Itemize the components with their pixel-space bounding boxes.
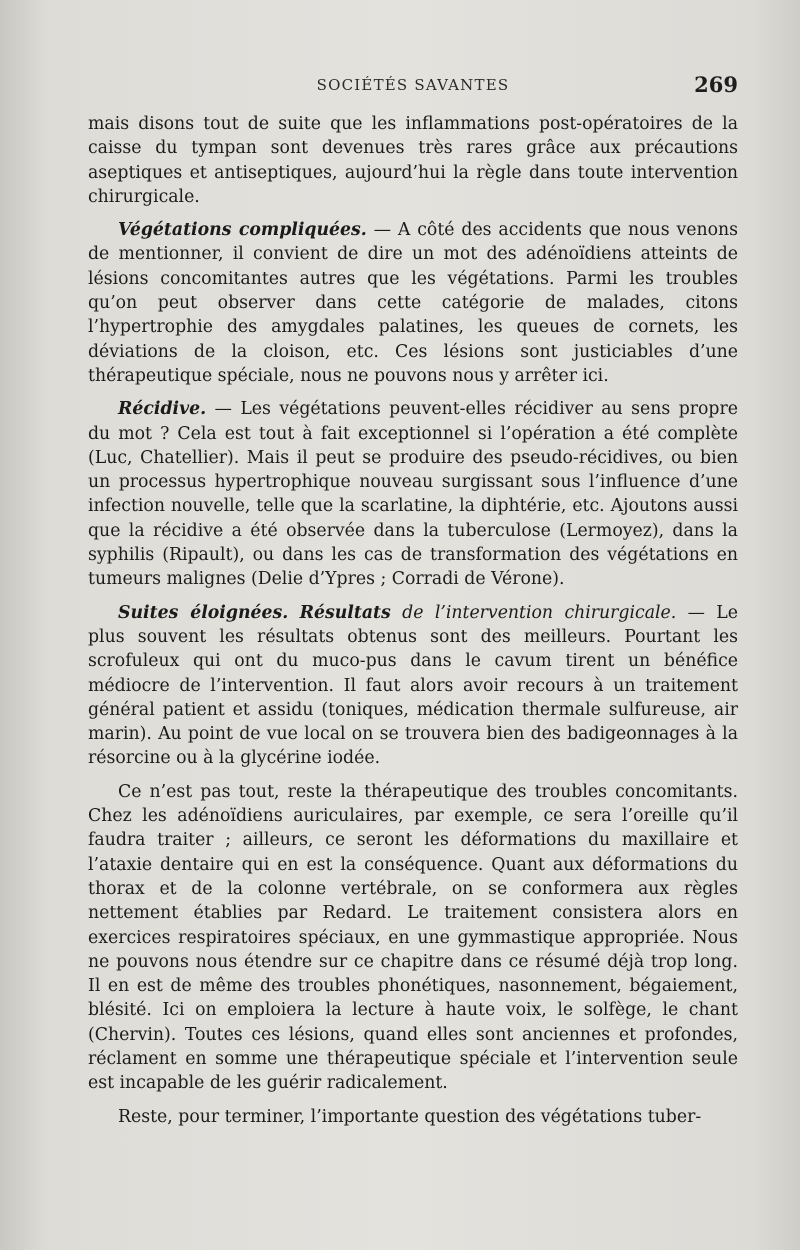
paragraph-continuation xyxy=(88,112,738,209)
paragraph-vegetations-tuberculeuses xyxy=(88,1105,738,1129)
page-number: 269 xyxy=(694,72,738,97)
section-heading-suites-eloignees: Suites éloignées. xyxy=(118,602,289,623)
body-text xyxy=(88,112,738,1138)
paragraph-text: Ce n’est pas tout, reste la thérapeutique des troubles concomitants. Chez les adénoïdiens auriculaires, par exemple, ce sera l’oreille qu’il faudra traiter ; ailleurs, ce seront les déformations du maxillaire et l’ataxie dentaire qui en est la conséquence. Quant aux déformations du thorax et de la colonne vertébrale, on se conformera aux règles nettement établies par Redard. Le traitement consistera alors en exercices respiratoires spéciaux, en une gymmastique appropriée. Nous ne pouvons nous étendre sur ce chapitre dans ce résumé déjà trop long. Il en est de même des troubles phonétiques, nasonnement, bégaiement, blésité. Ici on emploiera la lecture à haute voix, le solfège, le chant (Chervin). Toutes ces lésions, quand elles sont anciennes et profondes, réclament en somme une thérapeutique spéciale et l’intervention seule est incapable de les guérir radicalement. xyxy=(88,781,738,1094)
section-heading-recidive: Récidive. xyxy=(118,399,207,420)
page-header xyxy=(88,72,738,98)
paragraph-text: Reste, pour terminer, l’importante question des végétations tuber- xyxy=(118,1106,702,1127)
paragraph-text: mais disons tout de suite que les inflammations post-opératoires de la caisse du tympan sont devenues très rares grâce aux précautions aseptiques et antiseptiques, aujourd’hui la règle dans toute intervention chirurgicale. xyxy=(88,114,738,207)
section-heading-resultats: Résultats xyxy=(299,602,391,623)
paragraph-suites-eloignees xyxy=(88,601,738,771)
section-heading-vegetations-compliquees: Végétations compliquées. xyxy=(118,220,367,241)
paragraph-troubles-concomitants xyxy=(88,780,738,1096)
paragraph-text: — Le plus souvent les résultats obtenus sont des meilleurs. Pourtant les scrofuleux qui ont du muco-pus dans le cavum tirent un bénéfice médiocre de l’intervention. Il faut alors avoir recours à un traitement général patient et assidu (toniques, médication thermale sulfureuse, air marin). Au point de vue local on se trouvera bien des badigeonnages à la résorcine ou à la glycérine iodée. xyxy=(88,602,739,769)
section-heading-intervention: de l’intervention chirurgicale. xyxy=(402,602,677,623)
paragraph-recidive xyxy=(88,397,738,591)
paragraph-vegetations-compliquees xyxy=(88,218,738,388)
paragraph-text: — Les végétations peuvent-elles récidiver au sens propre du mot ? Cela est tout à fait exceptionnel si l’opération a été complète (Luc, Chatellier). Mais il peut se produire des pseudo-récidives, ou bien un processus hypertrophique nouveau surgissant sous l’influence d’une infection nouvelle, telle que la scarlatine, la diphtérie, etc. Ajoutons aussi que la récidive a été observée dans la tuberculose (Lermoyez), dans la syphilis (Ripault), ou dans les cas de transformation des végétations en tumeurs malignes (Delie d’Ypres ; Corradi de Vérone). xyxy=(88,399,738,590)
paragraph-text: — A côté des accidents que nous venons de mentionner, il convient de dire un mot des adénoïdiens atteints de lésions concomitantes autres que les végétations. Parmi les troubles qu’on peut observer dans cette catégorie de malades, citons l’hypertrophie des amygdales palatines, les queues de cornets, les déviations de la cloison, etc. Ces lésions sont justiciables d’une thérapeutique spéciale, nous ne pouvons nous y arrêter ici. xyxy=(88,220,739,386)
running-head: SOCIÉTÉS SAVANTES xyxy=(316,76,510,94)
